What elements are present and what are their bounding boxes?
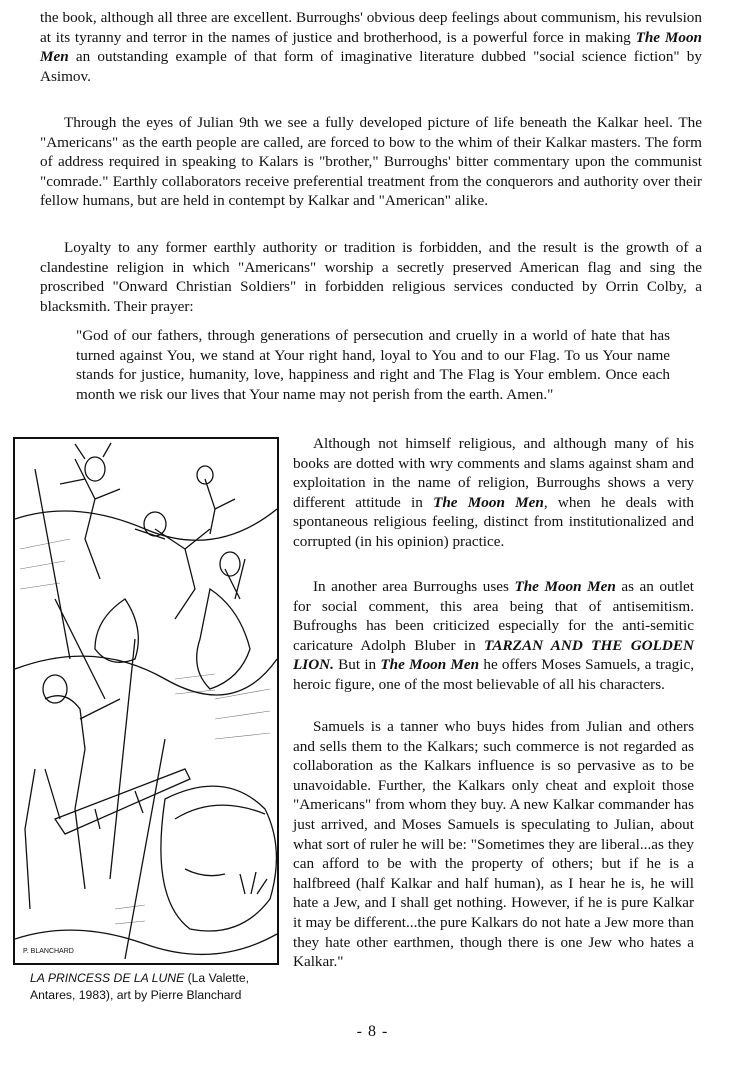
- column-paragraph-3: Samuels is a tanner who buys hides from Julian and others and sells them to the Kalkars; such commerce is not regarded as collaboration as the Kalkars influence is so pervasive as to be unavoidable. Further, the Kalkars only cheat and exploit those "Americans" from whom they buy. A new Kalkar commander has just arrived, and Moses Samuels is speculating to Julian, about what sort of ruler he will be: "Sometimes they are liberal...as they can afford to be with the property of others; but if he is a halfbreed (half Kalkar and half human), as I hear he is, he will hate a Jew, and I shall get nothing. However, if he is pure Kalkar it may be different...the pure Kalkars do not hate a Jew more than they hate other earthmen, though there is one Jew who hates a Kalkar.": [293, 718, 694, 971]
- paragraph-2: Through the eyes of Julian 9th we see a fully developed picture of life beneath the Kalkar heel. The "Americans" as the earth people are called, are forced to bow to the whim of their Kalkar masters. The form of address required in speaking to Kalars is "brother," Burroughs' bitter commentary upon the communist "comrade." Earthly collaborators receive preferential treatment from the conquerors and authority over their fellow humans, but are held in contempt by Kalkar and "American" alike.: [40, 114, 702, 210]
- column-paragraph-1: Although not himself religious, and although many of his books are dotted with wry comments and slams against sham and exploitation in the name of religion, Burroughs shows a very different attitude in The Moon Men, when he deals with spontaneous religious feeling, distinct from institutionalized and corrupted (in his opinion) practice.: [293, 435, 695, 550]
- caption-title: LA PRINCESS DE LA LUNE: [30, 971, 185, 985]
- page-number: - 8 -: [356, 1023, 389, 1040]
- illustration-drawing: [15, 439, 277, 963]
- paragraph-3: Loyalty to any former earthly authority or tradition is forbidden, and the result is the growth of a clandestine religion in which "Americans" worship a secretly preserved American flag and sing the proscribed "Onward Christian Soldiers" in forbidden religious services conducted by Orrin Colby, a blacksmith. Their prayer:: [40, 239, 702, 315]
- illustration: [13, 437, 279, 965]
- book-title: The Moon Men: [40, 28, 702, 66]
- artist-signature: P. BLANCHARD: [23, 948, 74, 955]
- column-paragraph-2: In another area Burroughs uses The Moon Men as an outlet for social comment, this area being that of antisemitism. Bufroughs has been criticized especially for the anti-semitic caricature Adolph Bluber in TARZAN AND THE GOLDEN LION. But in The Moon Men he offers Moses Samuels, a tragic, heroic figure, one of the most believable of all his characters.: [293, 578, 694, 693]
- prayer-quote: "God of our fathers, through generations of persecution and cruelly in a world of hate that has turned against You, we stand at Your right hand, loyal to You and to our Flag. To us Your name stands for justice, humanity, love, happiness and right and The Flag is Your emblem. Once each month we risk our lives that Your name may not perish from the earth. Amen.": [76, 327, 670, 403]
- figure-caption: [30, 970, 280, 1004]
- caption-text: (La Valette, Antares, 1983), art by Pierre Blanchard: [30, 971, 250, 1002]
- paragraph-1: the book, although all three are excellent. Burroughs' obvious deep feelings about communism, his revulsion at its tyranny and terror in the names of justice and brotherhood, is a powerful force in making The Moon Men an outstanding example of that form of imaginative literature dubbed "social science fiction" by Asimov.: [40, 9, 702, 85]
